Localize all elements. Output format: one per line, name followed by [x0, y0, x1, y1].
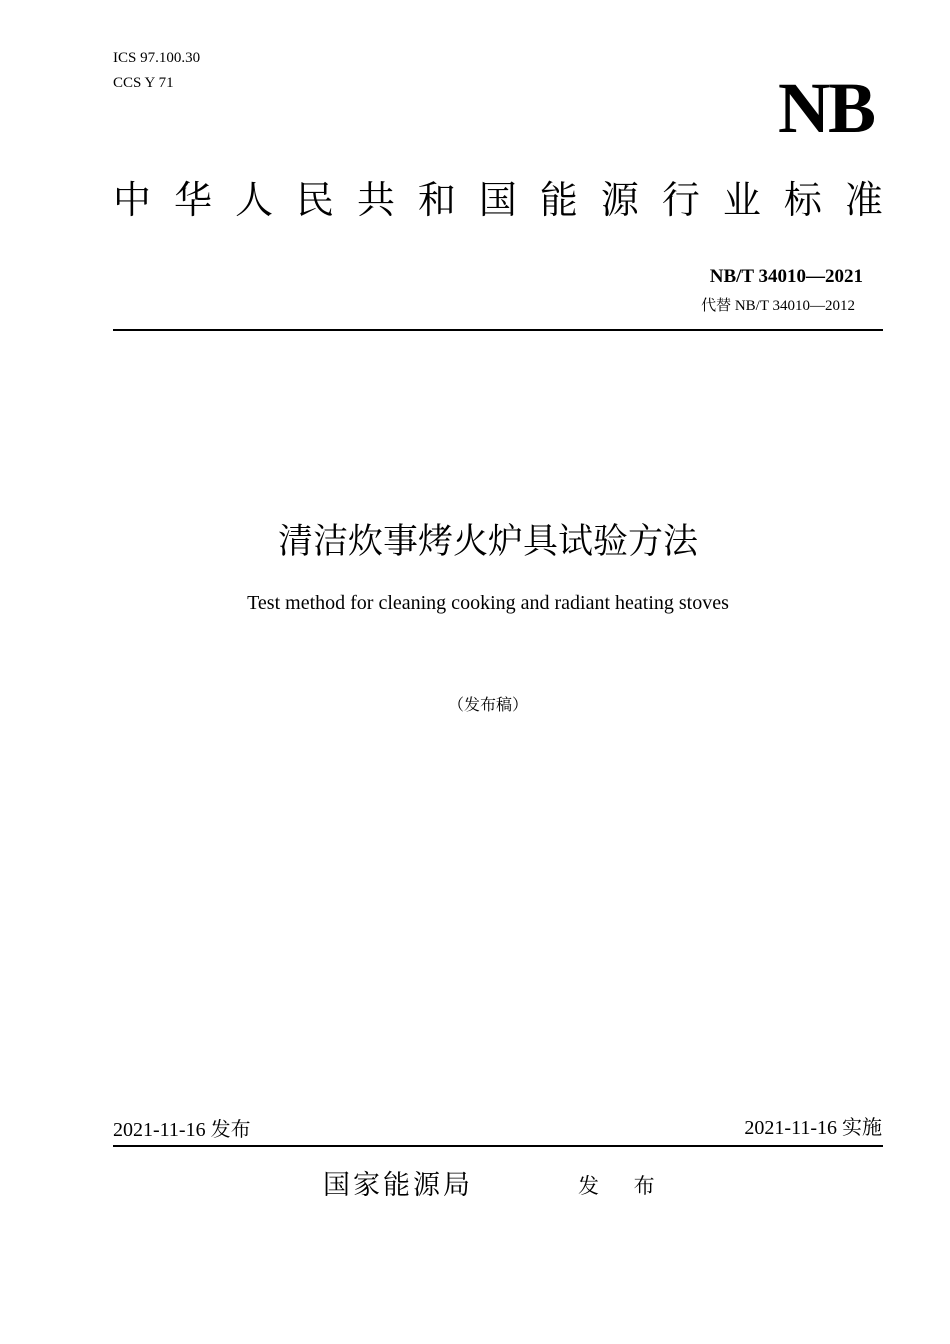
footer-divider [113, 1145, 883, 1147]
standard-number: NB/T 34010—2021 [709, 266, 863, 287]
draft-status: （发布稿） [447, 695, 528, 714]
standard-category-title [113, 172, 883, 228]
category-char: 人 [234, 178, 273, 222]
issued-label: 发 布 [578, 1174, 669, 1198]
issuing-authority: 国家能源局 [323, 1170, 473, 1201]
header-divider [113, 329, 883, 331]
category-char: 源 [600, 178, 639, 222]
replaces-standard: 代替 NB/T 34010—2012 [701, 298, 855, 314]
category-char: 准 [844, 178, 883, 222]
category-char: 民 [295, 178, 334, 222]
category-char: 国 [478, 178, 517, 222]
ccs-code: CCS Y 71 [113, 75, 174, 91]
category-char: 和 [417, 178, 456, 222]
category-char: 行 [661, 178, 700, 222]
publish-date: 2021-11-16 发布 [113, 1119, 251, 1141]
nb-logo: NB [777, 68, 874, 148]
ics-code: ICS 97.100.30 [113, 50, 201, 66]
category-char: 能 [539, 178, 578, 222]
document-title-english: Test method for cleaning cooking and radiant heating stoves [247, 592, 729, 614]
category-char: 华 [173, 178, 212, 222]
implement-date: 2021-11-16 实施 [744, 1117, 882, 1139]
category-char: 标 [783, 178, 822, 222]
document-title-chinese: 清洁炊事烤火炉具试验方法 [277, 522, 698, 562]
category-char: 中 [113, 178, 152, 222]
category-char: 共 [356, 178, 395, 222]
category-char: 业 [722, 178, 761, 222]
